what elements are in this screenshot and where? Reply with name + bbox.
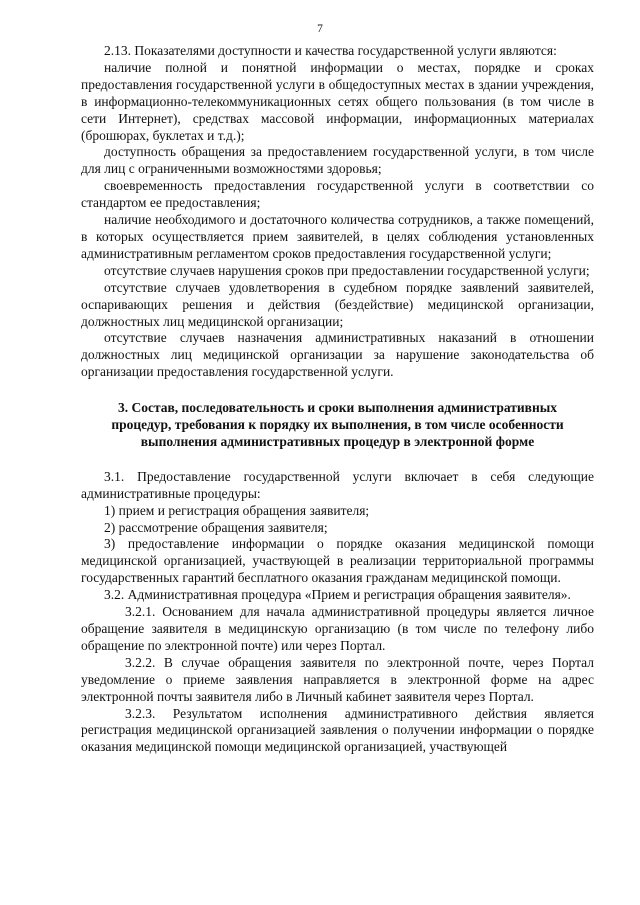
paragraph-timeliness: своевременность предоставления государственной услуги в соответствии со стандартом ее предоставления;: [81, 178, 594, 211]
paragraph-3-2: 3.2. Административная процедура «Прием и регистрация обращения заявителя».: [104, 587, 571, 603]
list-item-2: 2) рассмотрение обращения заявителя;: [104, 519, 328, 535]
list-item-1: 1) прием и регистрация обращения заявителя;: [104, 502, 370, 518]
paragraph-access: доступность обращения за предоставлением государственной услуги, в том числе для лиц с ограниченными возможностями здоровья;: [81, 144, 594, 177]
paragraph-3-1: 3.1. Предоставление государственной услуги включает в себя следующие административные процедуры:: [81, 468, 594, 501]
page-number: 7: [317, 23, 323, 35]
section-3-heading: 3. Состав, последовательность и сроки выполнения административных процедур, требования к порядку их выполнения, в том числе особенности выполнения административных процедур в электронной форме: [111, 400, 564, 449]
paragraph-3-2-3: 3.2.3. Результатом исполнения административного действия является регистрация медицинской организацией заявления о получении информации о порядке оказания медицинской помощи медицинской организацией, участвующей: [81, 705, 594, 755]
paragraph-2-13: 2.13. Показателями доступности и качества государственной услуги являются:: [104, 43, 557, 58]
paragraph-info-availability: наличие полной и понятной информации о местах, порядке и сроках предоставления государственной услуги в общедоступных местах в здании учреждения, в информационно-телекоммуникационных сетях общего пользования (в том числе в сети Интернет), средствах массовой информации, информационных материалах (брошюрах, буклетах и т.д.);: [81, 59, 594, 143]
paragraph-3-2-2: 3.2.2. В случае обращения заявителя по электронной почте, через Портал уведомление о приеме заявления направляется в электронной форме на адрес электронной почты заявителя либо в Личный кабинет заявителя через Портал.: [81, 654, 594, 704]
paragraph-no-violations: отсутствие случаев нарушения сроков при предоставлении государственной услуги;: [104, 262, 590, 278]
paragraph-staff: наличие необходимого и достаточного количества сотрудников, а также помещений, в которых осуществляется прием заявителей, в целях соблюдения установленных административным регламентом сроков предоставления государственной услуги;: [81, 212, 594, 261]
document-body: [81, 43, 594, 756]
list-item-3: 3) предоставление информации о порядке оказания медицинской помощи медицинской организацией, участвующей в реализации территориальной программы государственных гарантий бесплатного оказания гражданам медицинской помощи.: [81, 536, 594, 586]
paragraph-no-penalties: отсутствие случаев назначения административных наказаний в отношении должностных лиц медицинской организации за нарушение законодательства об организации предоставления государственной услуги.: [81, 330, 594, 380]
paragraph-3-2-1: 3.2.1. Основанием для начала административной процедуры является личное обращение заявителя в медицинскую организацию (в том числе по телефону либо обращение по электронной почте) или через Портал.: [81, 604, 594, 653]
paragraph-no-court-cases: отсутствие случаев удовлетворения в судебном порядке заявлений заявителей, оспаривающих решения и действия (бездействие) медицинской организации, должностных лиц медицинской организации;: [81, 279, 594, 329]
